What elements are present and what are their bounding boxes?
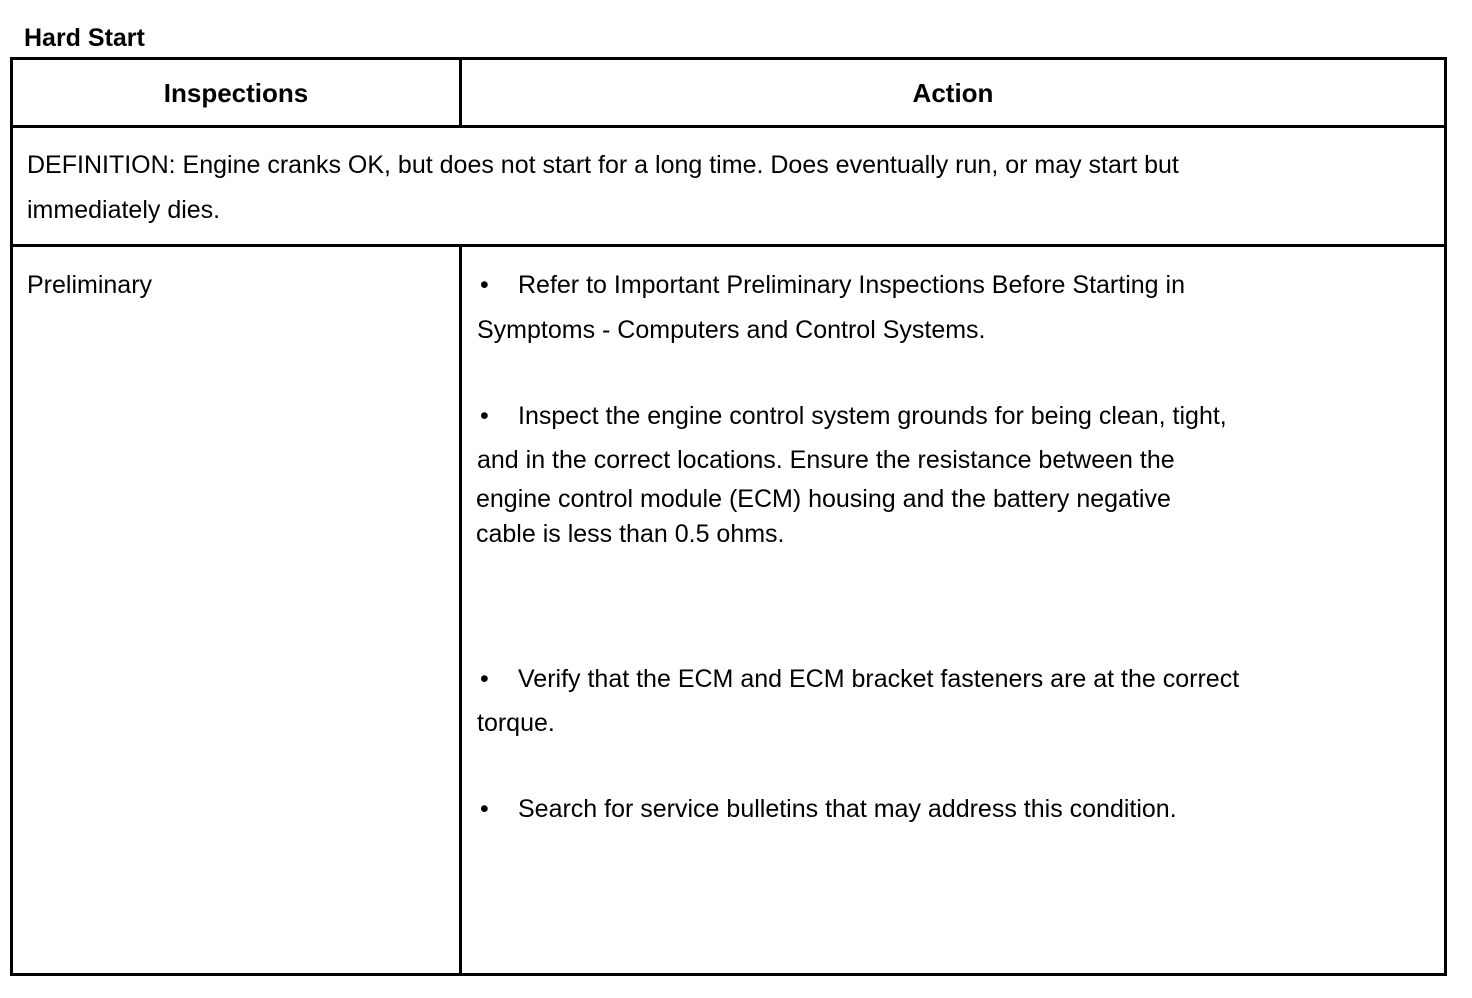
bullet-icon: • bbox=[480, 795, 489, 823]
table-border-left bbox=[10, 57, 13, 976]
column-divider-body bbox=[459, 244, 462, 976]
action-line: Verify that the ECM and ECM bracket fasteners are at the correct bbox=[518, 665, 1240, 693]
action-line: Symptoms - Computers and Control Systems. bbox=[477, 316, 986, 344]
action-line: Inspect the engine control system grounds for being clean, tight, bbox=[518, 402, 1227, 430]
action-line: Search for service bulletins that may address this condition. bbox=[518, 795, 1177, 823]
bullet-icon: • bbox=[480, 665, 489, 693]
bullet-icon: • bbox=[480, 271, 489, 299]
definition-line: DEFINITION: Engine cranks OK, but does not start for a long time. Does eventually run, or may start but bbox=[27, 151, 1179, 179]
action-line: engine control module (ECM) housing and the battery negative bbox=[476, 485, 1171, 513]
table-border-right bbox=[1444, 57, 1447, 976]
action-line: torque. bbox=[477, 709, 555, 737]
table-border-definition-bottom bbox=[10, 244, 1447, 247]
table-border-bottom bbox=[10, 973, 1447, 976]
header-inspections: Inspections bbox=[163, 78, 309, 108]
action-line: and in the correct locations. Ensure the resistance between the bbox=[477, 446, 1175, 474]
table-border-header-bottom bbox=[10, 125, 1447, 128]
action-line: cable is less than 0.5 ohms. bbox=[476, 520, 785, 548]
inspection-preliminary: Preliminary bbox=[27, 271, 153, 299]
document-title: Hard Start bbox=[24, 24, 145, 52]
action-line: Refer to Important Preliminary Inspections Before Starting in bbox=[518, 271, 1185, 299]
table-border-top bbox=[10, 57, 1447, 60]
header-action: Action bbox=[912, 78, 994, 108]
definition-line: immediately dies. bbox=[27, 196, 221, 224]
bullet-icon: • bbox=[480, 402, 489, 430]
